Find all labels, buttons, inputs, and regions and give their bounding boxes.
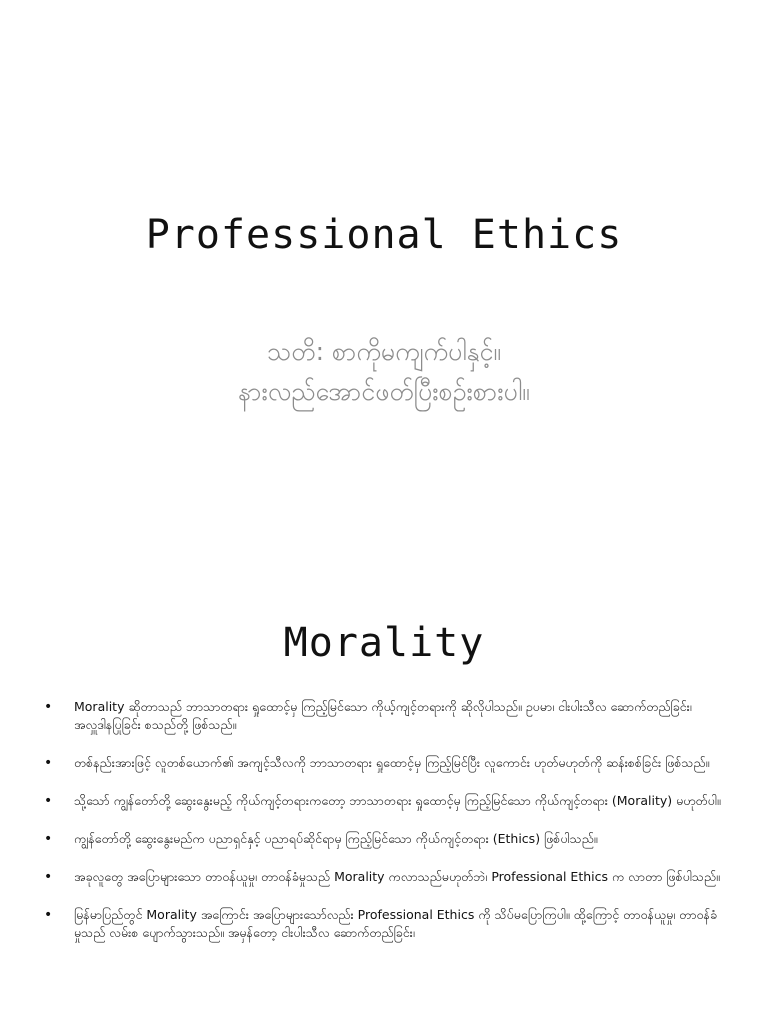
bullet-icon: • [44,831,53,847]
bullet-text: သို့သော် ကျွန်တော်တို့ ဆွေးနွေးမည့် ကိုယ်ကျင့်တရားကတော့ ဘာသာတရား ရှုထောင့်မှ ကြည့်မြင်သော ကိုယ်ကျင့်တရား (Morality) မဟုတ်ပါ။ [74,793,721,808]
bullet-text: Morality ဆိုတာသည် ဘာသာတရား ရှုထောင့်မှ ကြည့်မြင်သော ကိုယ့်ကျင့်တရားကို ဆိုလိုပါသည်။ ဥပမာ၊ ငါးပါးသီလ ဆောက်တည်ခြင်း၊ အလှူဒါနပြုခြင်း စသည်တို့ ဖြစ်သည်။ [74,699,692,732]
slide-title: Professional Ethics [145,212,623,258]
bullet-icon: • [44,907,53,923]
bullet-icon: • [44,869,53,885]
bullet-item [40,754,730,772]
bullet-text: တစ်နည်းအားဖြင့် လူတစ်ယောက်၏ အကျင့်သီလကို ဘာသာတရား ရှုထောင့်မှ ကြည့်မြင်ပြီး လူကောင်း ဟုတ်မဟုတ်ကို ဆန်းစစ်ခြင်း ဖြစ်သည်။ [74,755,710,770]
subtitle-line: သတိ: စာကိုမကျက်ပါနှင့်။ [267,337,501,366]
bullet-text: ကျွန်တော်တို့ ဆွေးနွေးမည်က ပညာရှင်နှင့် ပညာရပ်ဆိုင်ရာမှ ကြည့်မြင်သော ကိုယ်ကျင့်တရား (Ethics) ဖြစ်ပါသည်။ [74,831,598,846]
bullet-item [40,698,730,734]
bullet-icon: • [44,793,53,809]
bullet-list [40,698,730,962]
bullet-icon: • [44,699,53,715]
bullet-item [40,830,730,848]
morality-slide [0,560,768,1024]
slide-heading: Morality [283,620,485,666]
bullet-icon: • [44,755,53,771]
subtitle-line: နားလည်အောင်ဖတ်ပြီးစဉ်းစားပါ။ [238,377,530,406]
bullet-text: မြန်မာပြည်တွင် Morality အကြောင်း အပြောများသော်လည်း Professional Ethics ကို သိပ်မပြောကြပါ။ ထို့ကြောင့် တာဝန်ယူမှု၊ တာဝန်ခံမှုသည် လမ်းစ ပျောက်သွားသည်။ အမှန်တော့ ငါးပါးသီလ ဆောက်တည်ခြင်း၊ [74,907,717,940]
bullet-item [40,868,730,886]
bullet-item [40,792,730,810]
bullet-text: အခုလူတွေ အပြောများသော တာဝန်ယူမှု၊ တာဝန်ခံမှုသည် Morality ကလာသည်မဟုတ်ဘဲ၊ Professional Ethics က လာတာ ဖြစ်ပါသည်။ [74,869,720,884]
slide-subtitle [0,332,768,412]
bullet-item [40,906,730,942]
